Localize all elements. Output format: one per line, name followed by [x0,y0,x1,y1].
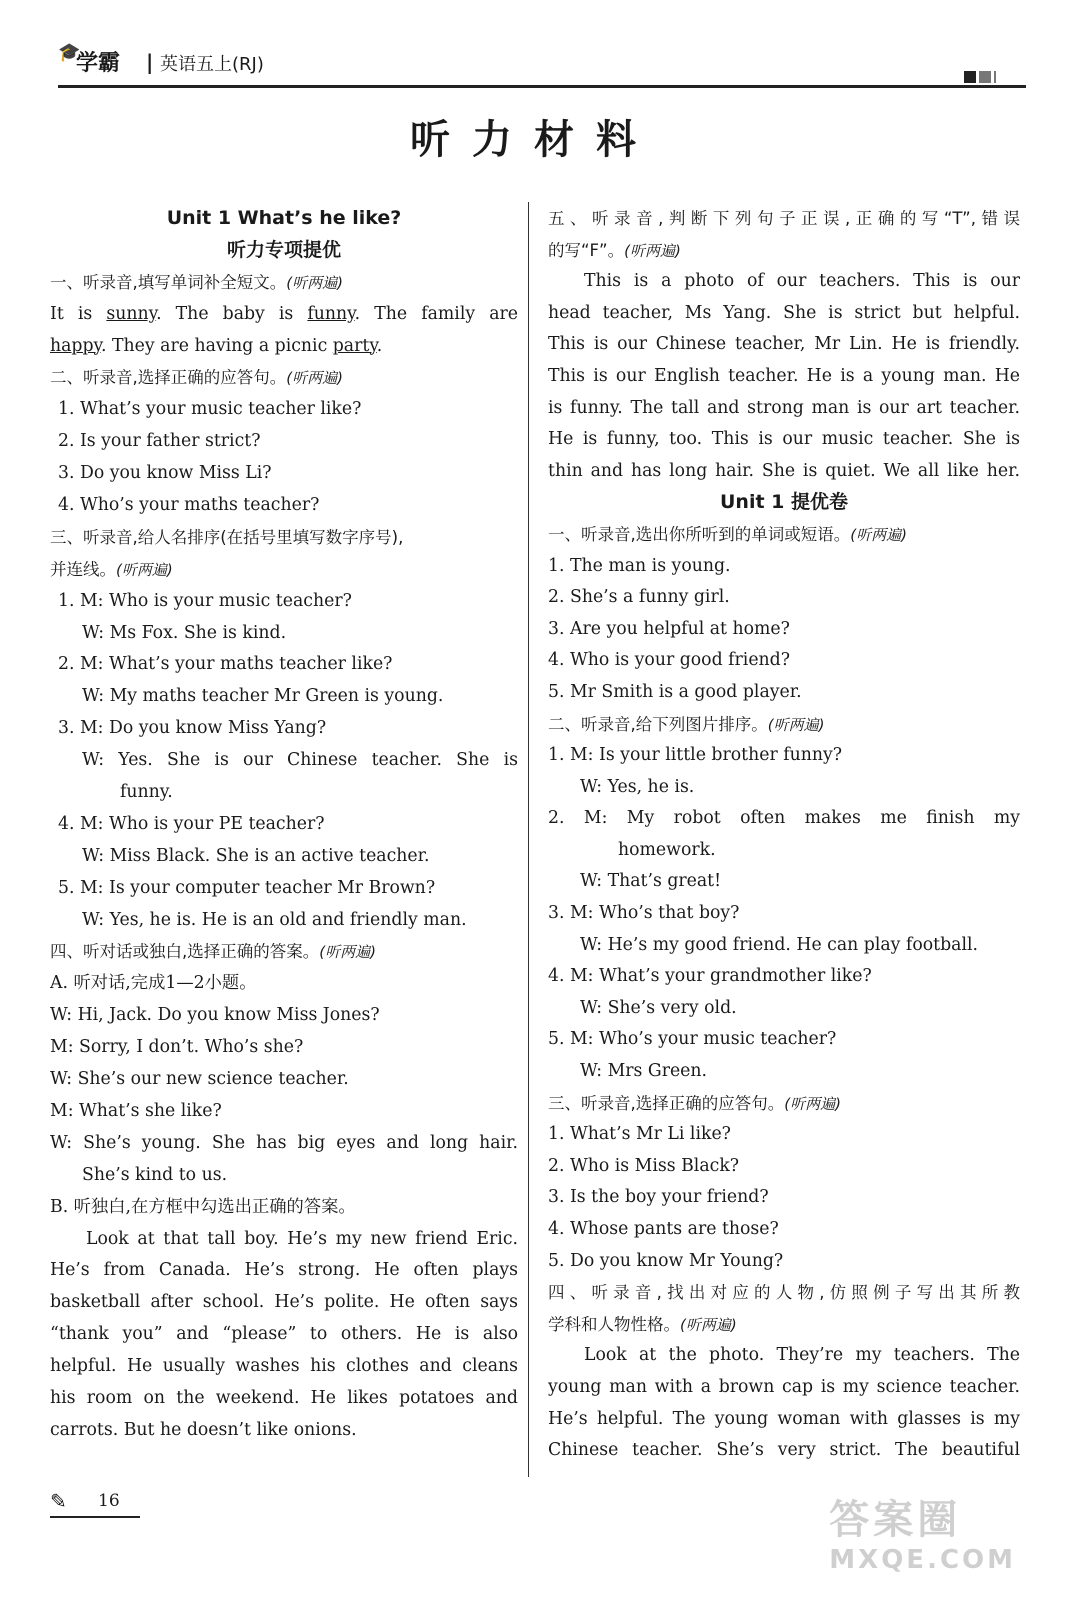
line-text: He’s from Canada. He’s strong. He often plays [50,1260,518,1281]
left-line [50,554,518,586]
left-line [50,1192,518,1224]
line-text: head teacher, Ms Yang. She is strict but helpful. [548,302,1020,323]
line-text: 2. Is your father strict? [58,431,261,452]
page-header [58,40,1026,90]
line-text: 5. M: Is your computer teacher Mr Brown? [58,877,436,898]
right-line [548,1088,1020,1120]
right-line [548,487,1020,519]
left-line [50,490,518,522]
line-text: 4. Whose pants are those? [548,1219,779,1239]
left-line [50,841,518,873]
right-line [548,551,1020,583]
pencil-icon: ✎ [50,1489,67,1513]
line-text: W: Hi, Jack. Do you know Miss Jones? [50,1005,380,1026]
line-text: W: Yes. She is our Chinese teacher. She is [82,750,518,771]
right-line [548,1182,1020,1214]
line-text: 1. What’s your music teacher like? [58,399,362,420]
left-line [50,1224,518,1256]
line-text: 2. M: What’s your maths teacher like? [58,654,393,675]
line-text: 1. What’s Mr Li like? [548,1124,731,1145]
line-text: W: Miss Black. She is an active teacher. [82,845,430,866]
book-subtitle: 英语五上(RJ) [160,54,264,75]
line-text: W: She’s very old. [580,997,737,1018]
listen-twice-note: (听两遍) [116,560,173,579]
left-line [50,713,518,745]
page-title: 听力材料 [410,117,658,163]
right-line [548,1309,1020,1341]
line-text: She’s kind to us. [82,1164,228,1185]
right-line [548,329,1020,361]
right-line [548,803,1020,835]
line-text: basketball after school. He’s polite. He often says [50,1292,518,1313]
line-text: This is a photo of our teachers. This is our [584,271,1020,292]
line-text: Unit 1 提优卷 [720,491,848,514]
right-line [548,1119,1020,1151]
line-text: 5. M: Who’s your music teacher? [548,1029,837,1050]
left-line [50,1319,518,1351]
line-text: 三、听录音,选择正确的应答句。 [548,1093,785,1113]
left-line [50,649,518,681]
line-text: 3. Are you helpful at home? [548,618,790,639]
listen-twice-note: (听两遍) [767,715,825,734]
right-line [548,614,1020,646]
right-line [548,361,1020,393]
left-line [50,1160,518,1192]
page-number: 16 [98,1491,120,1511]
line-text: 1. M: Who is your music teacher? [58,590,352,611]
line-text: W: She’s our new science teacher. [50,1069,349,1090]
right-line [548,677,1020,709]
line-text: W: That’s great! [580,871,722,892]
line-text: M: Sorry, I don’t. Who’s she? [50,1037,304,1058]
right-line [548,519,1020,551]
left-line [50,1000,518,1032]
line-text: This is our Chinese teacher, Mr Lin. He is friendly. [548,334,1020,355]
line-text: 5. Mr Smith is a good player. [548,681,802,702]
right-line [548,993,1020,1025]
left-line [50,586,518,618]
line-text: 4. M: Who is your PE teacher? [58,813,325,834]
right-line [548,298,1020,330]
line-text: 4. Who’s your maths teacher? [58,495,320,516]
left-line [50,873,518,905]
line-text: Look at the photo. They’re my teachers. The [584,1345,1020,1366]
left-line [50,745,518,777]
line-text: 4. M: What’s your grandmother like? [548,966,872,987]
line-text: 一、听录音,填写单词补全短文。 [50,272,287,292]
right-line [548,393,1020,425]
watermark-url: MXQE.COM [829,1545,1016,1575]
listen-twice-note: (听两遍) [624,241,681,260]
left-line: happy. They are having a picnic party. [50,335,383,356]
line-text: 并连线。 [50,559,116,579]
right-line [548,740,1020,772]
right-line [548,1024,1020,1056]
right-line [548,1246,1020,1278]
line-text: Unit 1 What’s he like? [166,207,402,229]
line-text: 1. The man is young. [548,555,731,576]
line-text: 二、听录音,选择正确的应答句。 [50,368,287,388]
right-line [548,835,1020,867]
line-text: 学科和人物性格。 [548,1314,680,1334]
line-text: B. 听独白,在方框中勾选出正确的答案。 [50,1196,356,1217]
line-text: W: Yes, he is. He is an old and friendly man. [82,909,467,930]
header-rule [58,85,1026,88]
line-text: 3. Do you know Miss Li? [58,463,272,484]
column-divider [528,202,529,1477]
left-line [50,267,518,299]
header-separator: | [146,50,154,74]
line-text: 3. M: Do you know Miss Yang? [58,718,327,739]
right-line [548,961,1020,993]
left-line [50,1351,518,1383]
right-line [548,866,1020,898]
line-text: 四、听录音,找出对应的人物,仿照例子写出其所教 [548,1283,1020,1303]
left-line [50,458,518,490]
listen-twice-note: (听两遍) [680,1315,737,1334]
line-text: This is our English teacher. He is a young man. He [548,365,1020,386]
line-text: He’s helpful. The young woman with glasses is my [548,1408,1020,1429]
left-line [50,936,518,968]
line-text: 五、听录音,判断下列句子正误,正确的写“T”,错误 [548,209,1020,228]
right-line [548,1151,1020,1183]
listen-twice-note: (听两遍) [784,1094,841,1113]
left-line [50,522,518,554]
left-line [50,1096,518,1128]
line-text: W: Mrs Green. [580,1061,708,1082]
right-line [548,898,1020,930]
left-line [50,426,518,458]
line-text: 的写“F”。 [548,240,625,260]
graduation-cap-icon: 🎓 [58,42,81,63]
left-line [50,1032,518,1064]
listen-twice-note: (听两遍) [850,525,907,544]
left-line [50,203,518,235]
line-text: W: Ms Fox. She is kind. [82,622,287,643]
line-text: carrots. But he doesn’t like onions. [50,1419,357,1440]
left-line [50,1415,518,1447]
left-line [50,777,518,809]
line-text: 三、听录音,给人名排序(在括号里填写数字序号), [50,527,404,547]
line-text: 听力专项提优 [226,238,341,261]
left-line [50,681,518,713]
left-line [50,1383,518,1415]
line-text: M: What’s she like? [50,1100,222,1121]
line-text: helpful. He usually washes his clothes and cleans [50,1356,518,1377]
line-text: 2. M: My robot often makes me finish my [548,808,1020,829]
line-text: his room on the weekend. He likes potatoes and [50,1387,518,1408]
left-column [50,203,518,1447]
right-line [548,1435,1020,1467]
right-line [548,645,1020,677]
line-text: “thank you” and “please” to others. He is also [50,1324,518,1345]
brand-logo: 学霸 [76,51,121,76]
line-text: funny. [120,782,173,803]
right-line [548,1056,1020,1088]
right-line [548,1214,1020,1246]
line-text: W: She’s young. She has big eyes and long hair. [50,1132,518,1153]
right-line [548,1340,1020,1372]
line-text: Chinese teacher. She’s very strict. The beautiful [548,1440,1020,1461]
right-line [548,1404,1020,1436]
watermark-logo: 答案圈 [829,1497,962,1543]
left-line [50,809,518,841]
line-text: W: He’s my good friend. He can play football. [580,934,978,955]
left-line [50,1255,518,1287]
watermark [829,1488,1016,1575]
right-line [548,266,1020,298]
line-text: 3. Is the boy your friend? [548,1187,769,1208]
line-text: 二、听录音,给下列图片排序。 [548,714,768,734]
right-line [548,582,1020,614]
line-text: A. 听对话,完成1—2小题。 [50,973,257,994]
line-text: homework. [618,839,716,860]
listen-twice-note: (听两遍) [319,943,376,962]
line-text: He is funny, too. This is our music teacher. She is [548,429,1020,450]
line-text: Look at that tall boy. He’s my new friend Eric. [86,1228,518,1249]
left-line [50,1128,518,1160]
line-text: 四、听对话或独白,选择正确的答案。 [50,942,320,962]
right-column [548,203,1020,1467]
right-line [548,930,1020,962]
right-line [548,709,1020,741]
line-text: young man with a brown cap is my science teacher. [548,1376,1020,1397]
right-line [548,1277,1020,1309]
line-text: is funny. The tall and strong man is our art teacher. [548,397,1020,418]
right-line [548,203,1020,235]
left-line [50,235,518,267]
left-line [50,618,518,650]
right-line [548,456,1020,488]
page-footer [50,1483,140,1523]
left-line [50,394,518,426]
line-text: 1. M: Is your little brother funny? [548,745,843,766]
line-text: W: Yes, he is. [580,776,695,797]
right-line [548,772,1020,804]
right-line [548,1372,1020,1404]
left-line [50,905,518,937]
line-text: 3. M: Who’s that boy? [548,903,740,924]
line-text: thin and has long hair. She is quiet. We all like her. [548,460,1020,481]
line-text: 2. She’s a funny girl. [548,587,730,608]
listen-twice-note: (听两遍) [286,369,343,388]
line-text: 4. Who is your good friend? [548,650,791,671]
left-line [50,1064,518,1096]
left-line [50,1287,518,1319]
listen-twice-note: (听两遍) [286,273,343,292]
line-text: W: My maths teacher Mr Green is young. [82,686,444,707]
line-text: 2. Who is Miss Black? [548,1155,740,1176]
right-line [548,235,1020,267]
line-text: 5. Do you know Mr Young? [548,1250,784,1271]
footer-rule [50,1516,140,1518]
left-line: It is sunny. The baby is funny. The family are [50,303,518,324]
left-line [50,362,518,394]
right-line [548,424,1020,456]
left-line [50,968,518,1000]
line-text: 一、听录音,选出你所听到的单词或短语。 [548,524,851,544]
